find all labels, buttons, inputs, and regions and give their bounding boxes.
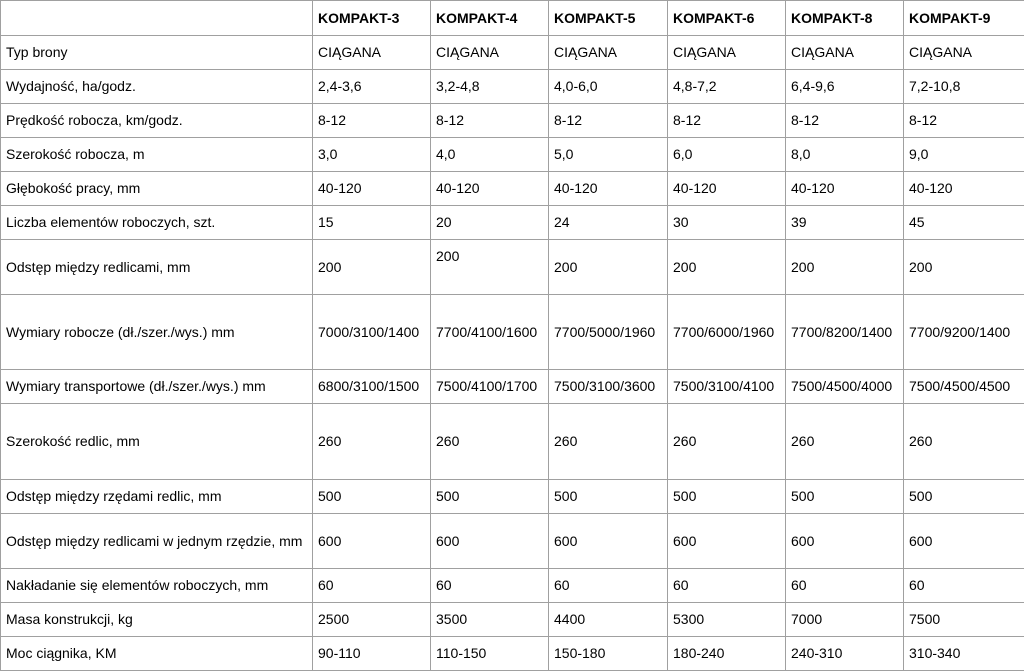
table-cell: 600: [313, 514, 431, 569]
table-cell: 260: [668, 404, 786, 480]
table-cell: 7500/4100/1700: [431, 370, 549, 404]
row-label: Wymiary robocze (dł./szer./wys.) mm: [1, 295, 313, 370]
table-cell: 60: [668, 569, 786, 603]
table-cell: 500: [431, 480, 549, 514]
table-cell: 8-12: [904, 104, 1024, 138]
table-cell: 60: [313, 569, 431, 603]
header-kompakt-6: KOMPAKT-6: [668, 1, 786, 36]
table-cell: 40-120: [668, 172, 786, 206]
table-cell: 260: [549, 404, 668, 480]
table-cell: 200: [668, 240, 786, 295]
table-cell: 2,4-3,6: [313, 70, 431, 104]
table-cell: 90-110: [313, 637, 431, 671]
table-cell: 260: [786, 404, 904, 480]
header-corner-cell: [1, 1, 313, 36]
table-cell: 180-240: [668, 637, 786, 671]
header-kompakt-5: KOMPAKT-5: [549, 1, 668, 36]
table-cell: CIĄGANA: [786, 36, 904, 70]
table-cell: 4,8-7,2: [668, 70, 786, 104]
table-cell: 150-180: [549, 637, 668, 671]
table-row: [1, 172, 1024, 206]
table-cell: CIĄGANA: [313, 36, 431, 70]
row-label: Liczba elementów roboczych, szt.: [1, 206, 313, 240]
table-cell: 30: [668, 206, 786, 240]
row-label: Moc ciągnika, KM: [1, 637, 313, 671]
table-cell: CIĄGANA: [904, 36, 1024, 70]
header-row: [1, 1, 1024, 36]
row-label: Odstęp między redlicami w jednym rzędzie, mm: [1, 514, 313, 569]
table-cell: 110-150: [431, 637, 549, 671]
table-cell: 40-120: [549, 172, 668, 206]
table-cell: 60: [549, 569, 668, 603]
table-cell: 2500: [313, 603, 431, 637]
table-row: [1, 404, 1024, 480]
row-label: Prędkość robocza, km/godz.: [1, 104, 313, 138]
row-label: Masa konstrukcji, kg: [1, 603, 313, 637]
table-cell: 600: [786, 514, 904, 569]
table-cell: 600: [668, 514, 786, 569]
table-cell: 7700/4100/1600: [431, 295, 549, 370]
table-row: [1, 70, 1024, 104]
table-cell: 4,0: [431, 138, 549, 172]
row-label: Szerokość robocza, m: [1, 138, 313, 172]
table-cell: 600: [904, 514, 1024, 569]
table-cell: CIĄGANA: [431, 36, 549, 70]
table-row: [1, 569, 1024, 603]
table-header: [1, 1, 1024, 36]
table-cell: 40-120: [786, 172, 904, 206]
table-cell: 8-12: [313, 104, 431, 138]
table-cell: 7500/4500/4500: [904, 370, 1024, 404]
table-cell: 7000/3100/1400: [313, 295, 431, 370]
row-label: Szerokość redlic, mm: [1, 404, 313, 480]
row-label: Odstęp między rzędami redlic, mm: [1, 480, 313, 514]
table-cell: 7500: [904, 603, 1024, 637]
table-cell: 3,2-4,8: [431, 70, 549, 104]
table-cell: 40-120: [904, 172, 1024, 206]
table-cell: 3500: [431, 603, 549, 637]
header-kompakt-3: KOMPAKT-3: [313, 1, 431, 36]
table-cell: 8-12: [786, 104, 904, 138]
table-row: [1, 36, 1024, 70]
table-row: [1, 295, 1024, 370]
table-cell: 500: [549, 480, 668, 514]
table-cell: 45: [904, 206, 1024, 240]
table-cell: 500: [668, 480, 786, 514]
table-cell: 500: [904, 480, 1024, 514]
table-cell: 24: [549, 206, 668, 240]
table-cell: 200: [549, 240, 668, 295]
table-cell: 3,0: [313, 138, 431, 172]
table-row: [1, 637, 1024, 671]
table-cell: 60: [904, 569, 1024, 603]
table-row: [1, 480, 1024, 514]
table-cell: 310-340: [904, 637, 1024, 671]
table-cell: 8-12: [549, 104, 668, 138]
table-cell: 6,0: [668, 138, 786, 172]
table-row: [1, 206, 1024, 240]
row-label: Odstęp między redlicami, mm: [1, 240, 313, 295]
table-cell: 200: [904, 240, 1024, 295]
table-cell: 200: [313, 240, 431, 295]
table-cell: 200: [786, 240, 904, 295]
table-cell: 6,4-9,6: [786, 70, 904, 104]
table-cell: 4400: [549, 603, 668, 637]
table-row: [1, 514, 1024, 569]
table-row: [1, 138, 1024, 172]
table-cell: 7700/6000/1960: [668, 295, 786, 370]
row-label: Wydajność, ha/godz.: [1, 70, 313, 104]
table-row: [1, 104, 1024, 138]
table-cell: 9,0: [904, 138, 1024, 172]
table-cell: 500: [313, 480, 431, 514]
table-cell: 7700/5000/1960: [549, 295, 668, 370]
header-kompakt-4: KOMPAKT-4: [431, 1, 549, 36]
header-kompakt-9: KOMPAKT-9: [904, 1, 1024, 36]
table-cell: 600: [431, 514, 549, 569]
table-cell: 6800/3100/1500: [313, 370, 431, 404]
row-label: Nakładanie się elementów roboczych, mm: [1, 569, 313, 603]
table-cell: 200: [431, 240, 549, 295]
row-label: Wymiary transportowe (dł./szer./wys.) mm: [1, 370, 313, 404]
row-label: Głębokość pracy, mm: [1, 172, 313, 206]
table-cell: 4,0-6,0: [549, 70, 668, 104]
header-kompakt-8: KOMPAKT-8: [786, 1, 904, 36]
table-row: [1, 603, 1024, 637]
table-cell: 500: [786, 480, 904, 514]
table-cell: 7700/9200/1400: [904, 295, 1024, 370]
table-row: [1, 370, 1024, 404]
table-cell: 260: [313, 404, 431, 480]
table-cell: 7500/4500/4000: [786, 370, 904, 404]
table-body: [1, 36, 1024, 671]
table-cell: 7000: [786, 603, 904, 637]
table-cell: 260: [904, 404, 1024, 480]
row-label: Typ brony: [1, 36, 313, 70]
table-cell: 7500/3100/4100: [668, 370, 786, 404]
table-cell: 40-120: [431, 172, 549, 206]
table-cell: 40-120: [313, 172, 431, 206]
table-cell: 39: [786, 206, 904, 240]
table-cell: 8-12: [431, 104, 549, 138]
table-cell: 7500/3100/3600: [549, 370, 668, 404]
table-cell: CIĄGANA: [549, 36, 668, 70]
table-cell: CIĄGANA: [668, 36, 786, 70]
table-cell: 60: [786, 569, 904, 603]
table-cell: 8,0: [786, 138, 904, 172]
table-cell: 60: [431, 569, 549, 603]
table-cell: 7700/8200/1400: [786, 295, 904, 370]
table-cell: 260: [431, 404, 549, 480]
table-cell: 240-310: [786, 637, 904, 671]
table-cell: 20: [431, 206, 549, 240]
table-row: [1, 240, 1024, 295]
table-cell: 5300: [668, 603, 786, 637]
table-cell: 7,2-10,8: [904, 70, 1024, 104]
table-cell: 8-12: [668, 104, 786, 138]
table-cell: 5,0: [549, 138, 668, 172]
table-cell: 600: [549, 514, 668, 569]
table-cell: 15: [313, 206, 431, 240]
